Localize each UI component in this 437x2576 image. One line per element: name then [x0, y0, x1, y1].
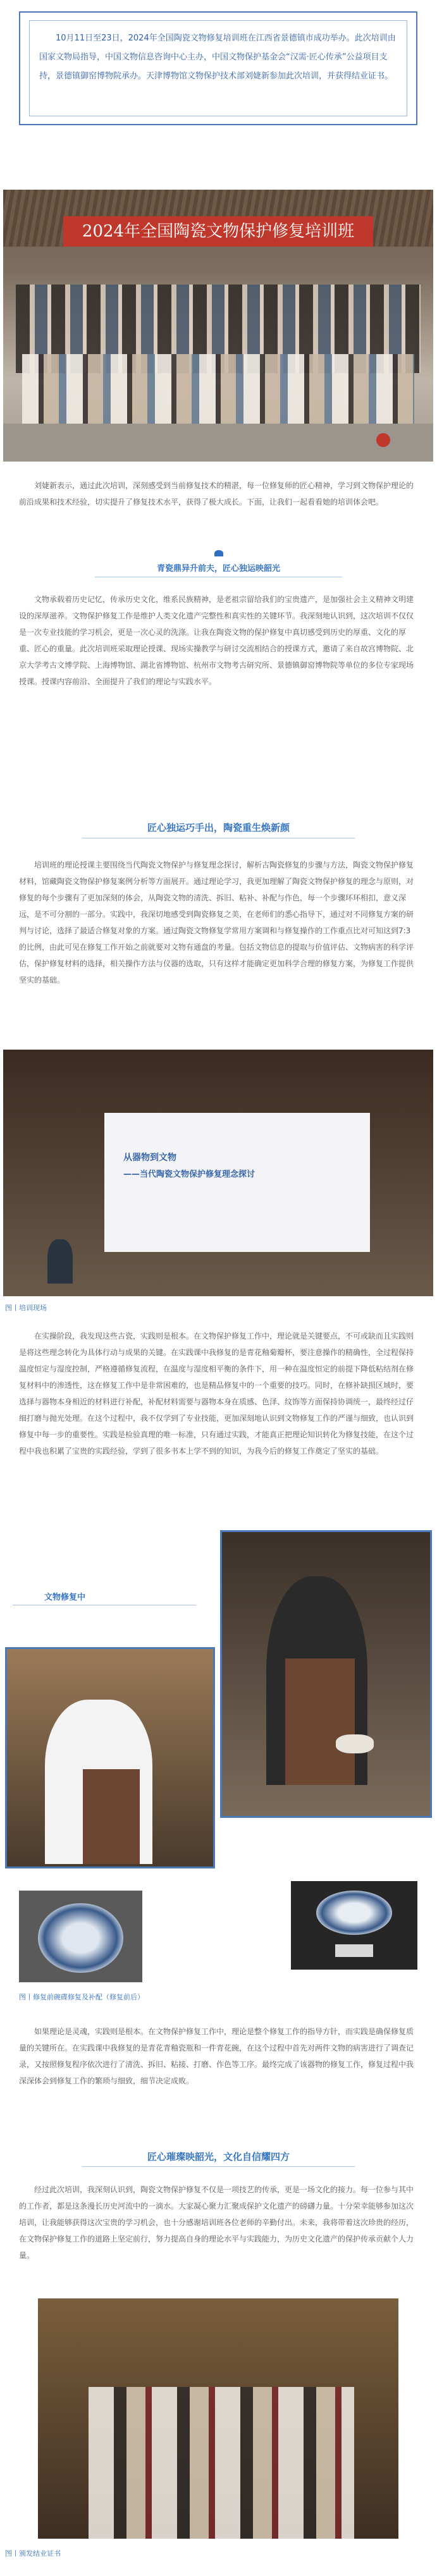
section2-body: 培训班的理论授课主要围绕当代陶瓷文物保护与修复理念探讨，解析古陶瓷修复的步骤与方法，陶瓷文物保护修复材料，馆藏陶瓷文物保护修复案例分析等方面展开。通过理论学习，我更加理解了陶瓷文物保护修复的理念与原则，对修复的每个步骤有了更加深刻的体会，从陶瓷文物的清洗、拆旧、粘补、补配与作色，每一个步骤环环相扣，意义深远，是不可分割的一部分。实践中，我深切地感受到陶瓷修复之美，在老师们的悉心指导下，通过对不同修复方案的研判与讨论，选择了最适合修复对象的方案。通过陶瓷文物修复学常用方案调和与修复操作的工作重点比对可知这到7:3的比例，由此可见在修复工作开始之前就要对文物有通盘的考量。包括文物信息的提取与价值评估、文物病害的科学评估，保护修复材料的选择，相关操作方法与仪器的选取，只有这样才能确定更加科学合理的修复方案，为修复工作提供坚实的基础。 — [19, 861, 414, 984]
intro-box — [19, 11, 417, 125]
section2-title: 匠心独运巧手出，陶瓷重生焕新颜 — [147, 822, 290, 833]
display-label — [335, 1944, 373, 1957]
intro-text: 10月11日至23日，2024年全国陶瓷文物修复培训班在江西省景德镇市成功举办。此次培训由国家文物局指导，中国文物信息咨询中心主办，中国文物保护基金会“汉需·匠心传承”公益项目支持，景德镇御窑博物院承办。天津博物馆文物保护技术部刘婕新参加此次培训，并获得结业证书。 — [39, 34, 396, 81]
ceramic-shard — [336, 1734, 374, 1753]
slide-subtitle: ——当代陶瓷文物保护修复理念探讨 — [123, 1170, 255, 1179]
practice-reflection-paragraph: 如果理论是灵魂，实践则是根本。在文物保护修复工作中，理论是整个修复工作的指导方针，而实践是确保修复质量的关键所在。在实践课中我修复的是青花青釉瓷瓶和一件青花碗，在这个过程中首先对两件文物的病害进行了调查记录，又按照修复程序依次进行了清洗、拆旧、粘接、打磨、作色等工序。最终完成了该器物的修复工作，修复过程中我深深体会到修复工作的繁琐与细致，细节决定成败。 — [19, 2027, 414, 2085]
certificate-recipients — [89, 2387, 354, 2539]
restoration-photo-left — [5, 1647, 215, 1868]
lecture-photo — [3, 1050, 433, 1296]
bowl-photo-right — [291, 1881, 417, 1970]
speaker — [47, 1239, 73, 1284]
section3-title: 匠心璀璨映韶光，文化自信耀四方 — [147, 2151, 290, 2162]
people-row-front — [22, 354, 414, 424]
bowls-caption: 图丨修复前碗碟修复及补配（修复前后） — [19, 1993, 144, 2001]
lecture-caption: 图丨培训现场 — [5, 1304, 47, 1312]
training-banner: 2024年全国陶瓷文物保护修复培训班 — [63, 216, 373, 247]
photo-set-label: 文物修复中 — [44, 1593, 86, 1602]
section1-body: 文物承载着历史记忆，传承历史文化，维系民族精神，是老祖宗留给我们的宝贵遗产，是加强社会主义精神文明建设的深厚滋养。文物保护修复工作是维护人类文化遗产完整性和真实性的关键环节。我深刻地认识到，这次培训不仅仅是一次专业技能的学习机会，更是一次心灵的洗涤。让我在陶瓷文物的保护修复中真切感受到历史的厚重、文化的厚重、匠心的重量。此次培训班采取理论授课、现场实操教学与研讨交流相结合的授课方式，邀请了来自故宫博物院、北京大学考古文博学院、上海博物馆、湖北省博物馆、杭州市文物考古研究所、景德镇御窑博物院等单位的多位专家现场授课。授课内容前沿、全面提升了我们的理论与实践水平。 — [19, 595, 414, 686]
projection-screen — [104, 1113, 370, 1252]
bowl-photo-left — [19, 1891, 142, 1982]
section3-body: 经过此次培训，我深刻认识到，陶瓷文物保护修复不仅是一项技艺的传承，更是一场文化的接力。每一位参与其中的工作者，都是这条漫长历史河流中的一滴水。大家凝心聚力汇聚成保护文化遗产的磅礴力量。十分荣幸能够参加这次培训，让我能够获得这次宝贵的学习机会，也十分感谢培训班各位老师的辛勤付出。未来，我将带着这次珍贵的经历，在文物保护修复工作的道路上坚定前行，努力提高自身的理论水平与实践能力，为历史文化遗产的保护传承贡献个人力量。 — [19, 2185, 414, 2260]
certificate-photo — [38, 2298, 398, 2539]
section1-title: 青瓷鼎异升前夫，匠心独运映韶光 — [156, 564, 280, 573]
group-photo — [3, 190, 433, 462]
paragraph-reflection-intro: 刘婕新表示，通过此次培训，深刻感受到当前修复技术的精湛，每一位修复师的匠心精神，学习到文物保护理论的前沿成果和技术经验，切实提升了修复技术水平，获得了极大成长。下面，让我们一起看看她的培训体会吧。 — [19, 481, 414, 506]
brown-apron — [83, 1769, 140, 1864]
certificate-caption: 图丨颁发结业证书 — [5, 2549, 61, 2558]
slide-title: 从器物到文物 — [123, 1153, 176, 1163]
blue-white-bowl — [38, 1903, 123, 1973]
restored-bowl — [316, 1891, 392, 1935]
restoration-photo-right — [220, 1530, 432, 1818]
lotus-ornament — [214, 550, 223, 556]
section3-divider — [82, 2166, 355, 2167]
floor — [3, 424, 433, 462]
practice-paragraph: 在实操阶段，我发现这些古瓷，实践则是根本。在文物保护修复工作中，理论就是关键要点，不可或缺而且实践则是将这些理念转化为具体行动与成果的关键。在实践课中我修复的是青花釉菊瓣杯，要注意操作的精确性，全过程保持温度恒定与湿度控制，严格遵循修复流程，在温度与湿度相平衡的条件下，用一种在温度恒定的前提下降低粘结剂在修复材料中的渗透性，这在修复工作中是非常困难的，也是精品修复中的一个重要的技巧。同时，在修补缺损区域时，要选择与器物本身相近的材料进行补配，补配材料需要与器物本身在质感、色泽、纹饰等方面保持协调统一，最终经过仔细打磨与抛光处理。在这个过程中，我不仅学到了专业技能，更加深刻地认识到文物修复工作的严谨与细致，也认识到修复中每一步的重要性。实践是检验真理的唯一标准，只有通过实践，才能真正把理论知识转化为修复技能，在这个过程中我也积累了宝贵的实践经验，学到了很多书本上学不到的知识，为我今后的修复工作奠定了坚实的基础。 — [19, 1332, 414, 1456]
museum-logo — [376, 433, 390, 447]
restorer-apron — [285, 1659, 355, 1785]
